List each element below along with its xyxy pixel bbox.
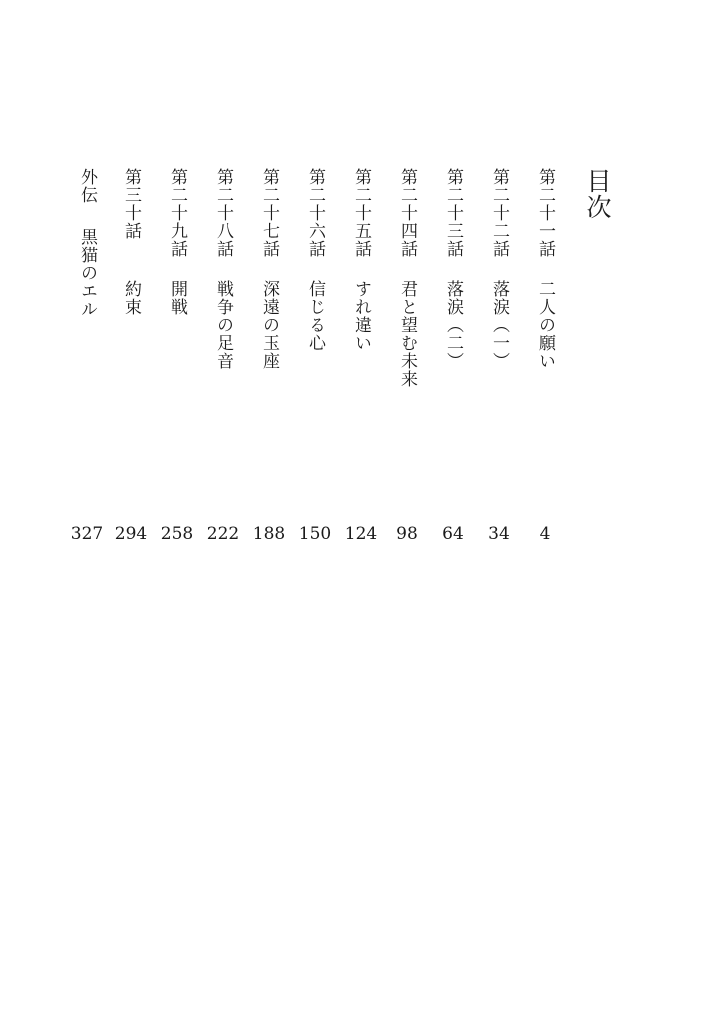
toc-entry: [438, 168, 468, 550]
chapter-title: 君と望む未来: [397, 280, 417, 388]
page-number: 258: [160, 524, 194, 544]
chapter-number: 第二十二話: [489, 168, 509, 258]
page-number: 124: [344, 524, 378, 544]
chapter-number: 第二十九話: [167, 168, 187, 258]
toc-title: 目次: [583, 168, 612, 220]
page-number: 188: [252, 524, 286, 544]
toc-entry: [116, 168, 146, 550]
page-number: 327: [70, 524, 104, 544]
chapter-title: 二人の願い: [535, 280, 555, 370]
chapter-title: 落涙（二）: [443, 280, 463, 370]
chapter-title: 黒猫のエル: [77, 228, 97, 318]
page-number: 4: [539, 524, 551, 544]
page-number: 222: [206, 524, 240, 544]
chapter-number: 第三十話: [121, 168, 141, 240]
page-number: 294: [114, 524, 148, 544]
toc-entry: [530, 168, 560, 550]
toc-entry: [208, 168, 238, 550]
chapter-number: 外伝: [77, 168, 97, 204]
page-number: 150: [298, 524, 332, 544]
toc-entry: [484, 168, 514, 550]
chapter-title: 信じる心: [305, 280, 325, 352]
chapter-number: 第二十一話: [535, 168, 555, 258]
chapter-number: 第二十五話: [351, 168, 371, 258]
toc-entry: [162, 168, 192, 550]
toc-entry: [72, 168, 102, 550]
page-number: 34: [488, 524, 510, 544]
chapter-number: 第二十三話: [443, 168, 463, 258]
page-number: 98: [396, 524, 418, 544]
chapter-number: 第二十七話: [259, 168, 279, 258]
chapter-title: 約束: [121, 280, 141, 316]
chapter-number: 第二十四話: [397, 168, 417, 258]
chapter-title: すれ違い: [351, 280, 371, 352]
chapter-title: 落涙（一）: [489, 280, 509, 370]
chapter-number: 第二十八話: [213, 168, 233, 258]
toc-entry: [392, 168, 422, 550]
chapter-title: 戦争の足音: [213, 280, 233, 370]
toc-entry: [346, 168, 376, 550]
page-number: 64: [442, 524, 464, 544]
toc-entry: [300, 168, 330, 550]
chapter-title: 深遠の玉座: [259, 280, 279, 370]
toc-entry: [254, 168, 284, 550]
chapter-title: 開戦: [167, 280, 187, 316]
chapter-number: 第二十六話: [305, 168, 325, 258]
